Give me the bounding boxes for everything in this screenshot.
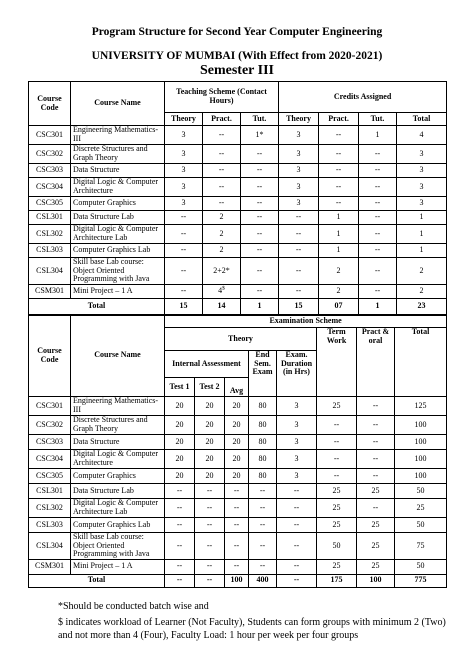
term-work: 25 [317, 499, 357, 518]
course-name: Digital Logic & Computer Architecture [71, 178, 165, 197]
end-sem-exam: -- [249, 533, 277, 560]
header-ts-pract: Pract. [203, 113, 241, 126]
test-2: 20 [195, 397, 225, 416]
credit-theory: 3 [279, 164, 319, 178]
ts-theory: 3 [165, 164, 203, 178]
ts-theory: 3 [165, 145, 203, 164]
avg: 20 [225, 469, 249, 484]
credit-total: 4 [397, 126, 447, 145]
test-2: -- [195, 518, 225, 533]
avg: -- [225, 484, 249, 499]
course-code: CSC302 [29, 416, 71, 435]
course-code: CSL301 [29, 484, 71, 499]
avg: 20 [225, 416, 249, 435]
exam-duration: 3 [277, 469, 317, 484]
course-name: Mini Project – 1 A [71, 284, 165, 298]
course-name: Skill base Lab course: Object Oriented Programming with Java [71, 533, 165, 560]
avg: 20 [225, 435, 249, 450]
test-1: -- [165, 499, 195, 518]
course-code: CSL301 [29, 211, 71, 225]
footnote-workload: $ indicates workload of Learner (Not Faculty), Students can form groups with minimum 2 (Two) and not more than 4 (Four), Faculty Load: 1 hour per week per four groups [58, 617, 446, 641]
ts-tut: -- [241, 145, 279, 164]
course-name: Engineering Mathematics-III [71, 126, 165, 145]
table-row [29, 518, 447, 533]
total-ts-tut: 1 [241, 298, 279, 315]
total-exam-duration: -- [277, 574, 317, 587]
credit-pract: -- [319, 197, 359, 211]
header-exam-duration: Exam. Duration (in Hrs) [277, 351, 317, 397]
test-1: 20 [165, 416, 195, 435]
table-row [29, 244, 447, 258]
header-total: Total [395, 328, 447, 397]
table-row [29, 126, 447, 145]
total-exam-total: 775 [395, 574, 447, 587]
ts-tut: -- [241, 211, 279, 225]
total-ts-theory: 15 [165, 298, 203, 315]
course-name: Discrete Structures and Graph Theory [71, 145, 165, 164]
course-name: Data Structure Lab [71, 211, 165, 225]
ts-pract [203, 284, 241, 298]
ts-theory: -- [165, 225, 203, 244]
course-name: Computer Graphics Lab [71, 518, 165, 533]
term-work: 25 [317, 518, 357, 533]
teaching-credits-table [28, 81, 447, 316]
exam-duration: -- [277, 518, 317, 533]
semester-heading: Semester III [199, 63, 274, 78]
table-row [29, 211, 447, 225]
workload-marker: $ [222, 285, 225, 292]
exam-duration: -- [277, 533, 317, 560]
test-2: -- [195, 559, 225, 574]
header-credits-assigned: Credits Assigned [279, 82, 447, 113]
credit-theory: 3 [279, 145, 319, 164]
table-row [29, 484, 447, 499]
ts-pract: 2 [203, 244, 241, 258]
avg: -- [225, 559, 249, 574]
avg: -- [225, 499, 249, 518]
ts-theory: -- [165, 258, 203, 285]
exam-total: 100 [395, 450, 447, 469]
pract-oral: 25 [357, 533, 395, 560]
test-2: 20 [195, 450, 225, 469]
test-1: 20 [165, 469, 195, 484]
pract-oral: 25 [357, 484, 395, 499]
ts-theory: -- [165, 284, 203, 298]
course-code: CSM301 [29, 559, 71, 574]
pract-oral: 25 [357, 518, 395, 533]
header-ts-tut: Tut. [241, 113, 279, 126]
credit-pract: 2 [319, 258, 359, 285]
avg: -- [225, 518, 249, 533]
course-code: CSL302 [29, 499, 71, 518]
term-work: -- [317, 450, 357, 469]
ts-theory: 3 [165, 197, 203, 211]
end-sem-exam: 80 [249, 435, 277, 450]
test-1: 20 [165, 435, 195, 450]
header-course-name: Course Name [71, 315, 165, 397]
test-2: -- [195, 533, 225, 560]
term-work: 25 [317, 559, 357, 574]
course-code: CSL303 [29, 244, 71, 258]
examination-scheme-table [28, 314, 447, 588]
ts-tut: -- [241, 225, 279, 244]
credit-total: 1 [397, 244, 447, 258]
credit-pract: -- [319, 126, 359, 145]
term-work: -- [317, 435, 357, 450]
credit-tut: -- [359, 225, 397, 244]
ts-tut: -- [241, 258, 279, 285]
course-code: CSL303 [29, 518, 71, 533]
course-code: CSC305 [29, 469, 71, 484]
course-name: Digital Logic & Computer Architecture [71, 450, 165, 469]
pract-oral: -- [357, 416, 395, 435]
header-internal-assessment: Internal Assessment [165, 351, 249, 378]
table-row [29, 284, 447, 298]
test-1: -- [165, 559, 195, 574]
course-name: Data Structure [71, 164, 165, 178]
credit-theory: 3 [279, 197, 319, 211]
credit-tut: 1 [359, 126, 397, 145]
test-2: -- [195, 484, 225, 499]
ts-tut: -- [241, 284, 279, 298]
exam-total: 50 [395, 484, 447, 499]
credit-tut: -- [359, 145, 397, 164]
header-course-code: Course Code [29, 82, 71, 126]
total-pract-oral: 100 [357, 574, 395, 587]
table-row [29, 397, 447, 416]
ts-theory: 3 [165, 178, 203, 197]
credit-total: 3 [397, 164, 447, 178]
total-credit-pract: 07 [319, 298, 359, 315]
pract-oral: -- [357, 499, 395, 518]
header-teaching-scheme: Teaching Scheme (Contact Hours) [165, 82, 279, 113]
ts-pract: 2 [203, 211, 241, 225]
table-row [29, 499, 447, 518]
pract-oral: -- [357, 435, 395, 450]
avg: 20 [225, 397, 249, 416]
exam-duration: 3 [277, 435, 317, 450]
ts-theory: -- [165, 244, 203, 258]
header-course-name: Course Name [71, 82, 165, 126]
table-row [29, 435, 447, 450]
credit-tut: -- [359, 164, 397, 178]
course-code: CSL304 [29, 533, 71, 560]
exam-total: 50 [395, 559, 447, 574]
credit-tut: -- [359, 178, 397, 197]
document-title: Program Structure for Second Year Computer Engineering [91, 26, 383, 38]
course-name: Data Structure [71, 435, 165, 450]
total-row [29, 574, 447, 587]
avg: 20 [225, 450, 249, 469]
header-test-1: Test 1 [165, 378, 195, 397]
end-sem-exam: 80 [249, 416, 277, 435]
avg: -- [225, 533, 249, 560]
header-theory: Theory [165, 328, 317, 351]
credit-pract: 2 [319, 284, 359, 298]
ts-pract: -- [203, 164, 241, 178]
exam-duration: -- [277, 484, 317, 499]
credit-tut: -- [359, 197, 397, 211]
credit-tut: -- [359, 284, 397, 298]
credit-pract: -- [319, 178, 359, 197]
credit-pract: -- [319, 164, 359, 178]
exam-total: 100 [395, 435, 447, 450]
exam-total: 100 [395, 416, 447, 435]
table-row [29, 533, 447, 560]
course-code: CSC301 [29, 397, 71, 416]
header-ca-tut: Tut. [359, 113, 397, 126]
test-1: 20 [165, 397, 195, 416]
total-end-sem-exam: 400 [249, 574, 277, 587]
course-code: CSC303 [29, 435, 71, 450]
credit-tut: -- [359, 244, 397, 258]
credit-tut: -- [359, 258, 397, 285]
exam-duration: -- [277, 559, 317, 574]
course-name: Computer Graphics [71, 469, 165, 484]
end-sem-exam: 80 [249, 397, 277, 416]
test-2: -- [195, 499, 225, 518]
header-avg: Avg [225, 378, 249, 397]
credit-total: 3 [397, 178, 447, 197]
course-code: CSL302 [29, 225, 71, 244]
credit-pract: 1 [319, 225, 359, 244]
test-2: 20 [195, 416, 225, 435]
ts-theory: -- [165, 211, 203, 225]
test-2: 20 [195, 435, 225, 450]
course-code: CSC304 [29, 178, 71, 197]
table-row [29, 559, 447, 574]
total-term-work: 175 [317, 574, 357, 587]
credit-theory: 3 [279, 178, 319, 197]
pract-oral: -- [357, 450, 395, 469]
credit-theory: -- [279, 284, 319, 298]
header-ca-pract: Pract. [319, 113, 359, 126]
credit-theory: -- [279, 211, 319, 225]
course-code: CSC303 [29, 164, 71, 178]
ts-pract: 2 [203, 225, 241, 244]
course-name: Data Structure Lab [71, 484, 165, 499]
term-work: 25 [317, 397, 357, 416]
exam-duration: 3 [277, 450, 317, 469]
header-examination-scheme: Examination Scheme [165, 315, 447, 328]
course-name: Computer Graphics Lab [71, 244, 165, 258]
header-ca-total: Total [397, 113, 447, 126]
ts-tut: -- [241, 244, 279, 258]
table-row [29, 416, 447, 435]
end-sem-exam: 80 [249, 450, 277, 469]
ts-pract-value: 4 [218, 285, 223, 295]
ts-pract: -- [203, 197, 241, 211]
course-name: Computer Graphics [71, 197, 165, 211]
table-row [29, 145, 447, 164]
exam-total: 25 [395, 499, 447, 518]
total-label: Total [29, 574, 165, 587]
total-test-1: -- [165, 574, 195, 587]
table-row [29, 178, 447, 197]
course-name: Digital Logic & Computer Architecture Lab [71, 225, 165, 244]
header-ts-theory: Theory [165, 113, 203, 126]
ts-theory: 3 [165, 126, 203, 145]
ts-tut: 1* [241, 126, 279, 145]
pract-oral: -- [357, 397, 395, 416]
total-avg: 100 [225, 574, 249, 587]
end-sem-exam: 80 [249, 469, 277, 484]
credit-theory: -- [279, 258, 319, 285]
course-name: Digital Logic & Computer Architecture Lab [71, 499, 165, 518]
ts-tut: -- [241, 178, 279, 197]
credit-theory: 3 [279, 126, 319, 145]
table-row [29, 225, 447, 244]
footnote-batch-wise: *Should be conducted batch wise and [58, 601, 209, 612]
credit-tut: -- [359, 211, 397, 225]
credit-total: 3 [397, 197, 447, 211]
header-term-work: Term Work [317, 328, 357, 397]
table-row [29, 450, 447, 469]
header-course-code: Course Code [29, 315, 71, 397]
ts-pract: -- [203, 145, 241, 164]
end-sem-exam: -- [249, 499, 277, 518]
test-1: -- [165, 484, 195, 499]
term-work: -- [317, 469, 357, 484]
total-credit-theory: 15 [279, 298, 319, 315]
term-work: 25 [317, 484, 357, 499]
credit-total: 1 [397, 225, 447, 244]
ts-pract: 2+2* [203, 258, 241, 285]
exam-duration: 3 [277, 416, 317, 435]
total-credit-tut: 1 [359, 298, 397, 315]
end-sem-exam: -- [249, 559, 277, 574]
credit-pract: -- [319, 145, 359, 164]
exam-duration: 3 [277, 397, 317, 416]
course-name: Engineering Mathematics-III [71, 397, 165, 416]
course-code: CSC302 [29, 145, 71, 164]
table-row [29, 197, 447, 211]
credit-total: 2 [397, 284, 447, 298]
credit-pract: 1 [319, 211, 359, 225]
header-ca-theory: Theory [279, 113, 319, 126]
credit-total: 3 [397, 145, 447, 164]
credit-total: 1 [397, 211, 447, 225]
university-heading: UNIVERSITY OF MUMBAI (With Effect from 2020-2021) [91, 50, 383, 62]
table-row [29, 469, 447, 484]
ts-pract: -- [203, 126, 241, 145]
term-work: -- [317, 416, 357, 435]
ts-tut: -- [241, 197, 279, 211]
table-row [29, 164, 447, 178]
total-label: Total [29, 298, 165, 315]
ts-tut: -- [241, 164, 279, 178]
term-work: 50 [317, 533, 357, 560]
test-1: -- [165, 518, 195, 533]
course-code: CSC304 [29, 450, 71, 469]
test-1: 20 [165, 450, 195, 469]
test-2: 20 [195, 469, 225, 484]
pract-oral: -- [357, 469, 395, 484]
credit-pract: 1 [319, 244, 359, 258]
header-end-sem-exam: End Sem. Exam [249, 351, 277, 397]
course-name: Mini Project – 1 A [71, 559, 165, 574]
total-credit-total: 23 [397, 298, 447, 315]
table-row [29, 258, 447, 285]
end-sem-exam: -- [249, 484, 277, 499]
course-code: CSM301 [29, 284, 71, 298]
end-sem-exam: -- [249, 518, 277, 533]
exam-total: 50 [395, 518, 447, 533]
ts-pract: -- [203, 178, 241, 197]
total-ts-pract: 14 [203, 298, 241, 315]
exam-total: 100 [395, 469, 447, 484]
exam-duration: -- [277, 499, 317, 518]
header-pract-oral: Pract & oral [357, 328, 395, 397]
credit-total: 2 [397, 258, 447, 285]
course-name: Discrete Structures and Graph Theory [71, 416, 165, 435]
credit-theory: -- [279, 225, 319, 244]
pract-oral: 25 [357, 559, 395, 574]
course-code: CSC301 [29, 126, 71, 145]
course-code: CSL304 [29, 258, 71, 285]
course-name: Skill base Lab course: Object Oriented Programming with Java [71, 258, 165, 285]
test-1: -- [165, 533, 195, 560]
header-test-2: Test 2 [195, 378, 225, 397]
course-code: CSC305 [29, 197, 71, 211]
exam-total: 75 [395, 533, 447, 560]
exam-total: 125 [395, 397, 447, 416]
credit-theory: -- [279, 244, 319, 258]
total-row [29, 298, 447, 315]
total-test-2: -- [195, 574, 225, 587]
